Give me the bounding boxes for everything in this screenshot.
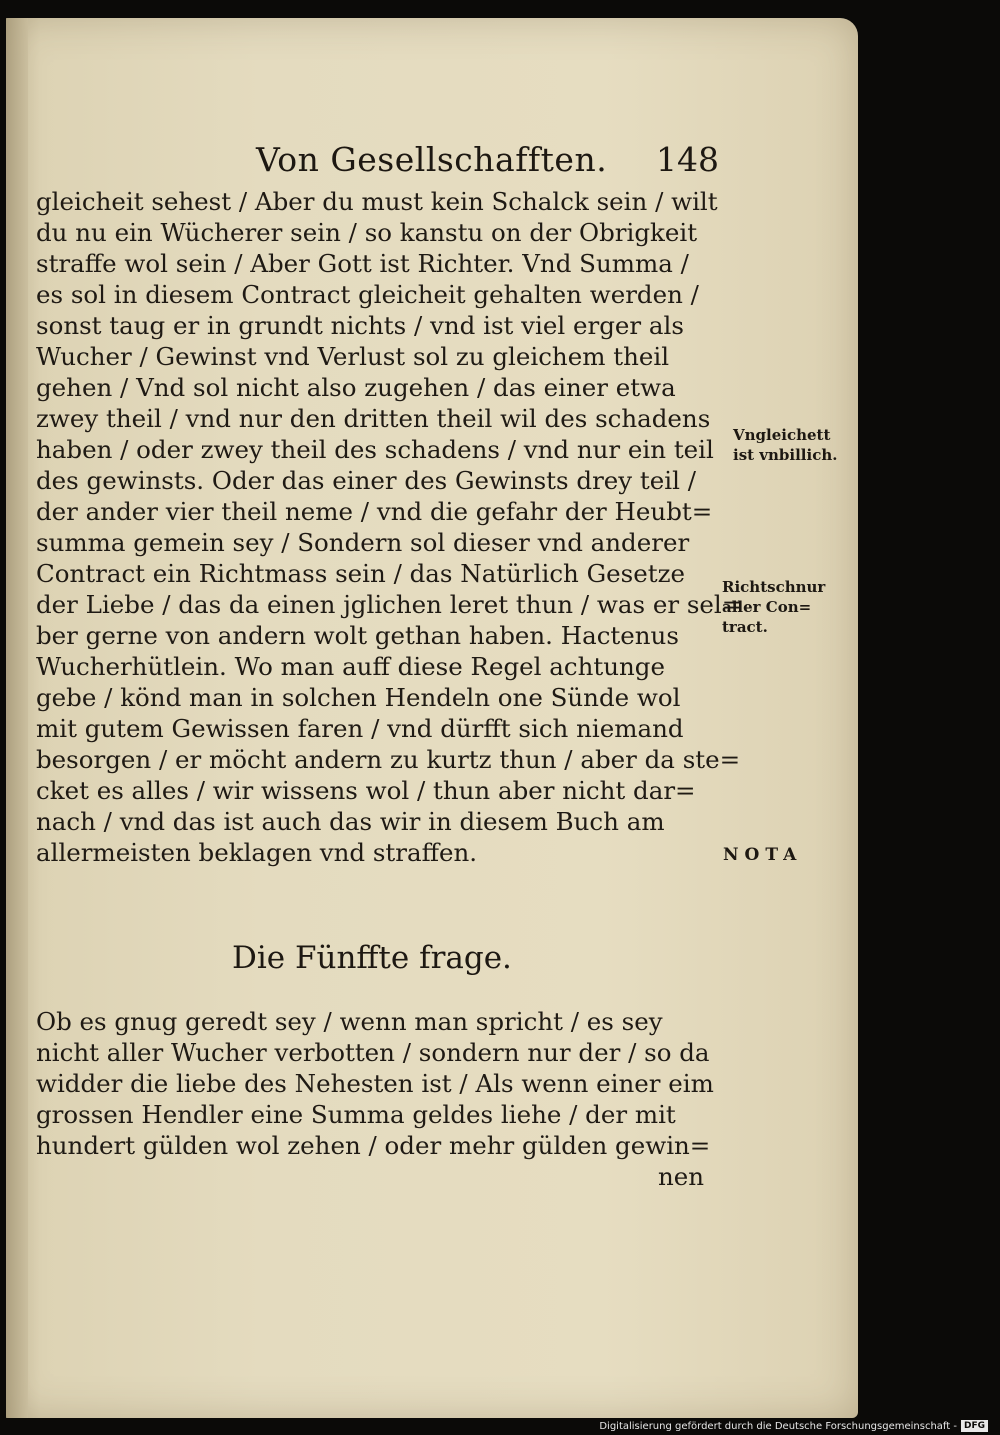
text-line: allermeisten beklagen vnd straffen. xyxy=(36,838,478,867)
text-line: haben / oder zwey theil des schadens / vnd nur ein teil xyxy=(36,435,714,464)
text-line: besorgen / er möcht andern zu kurtz thun / aber da ste= xyxy=(36,745,741,774)
marginal-note-line: Vngleichett xyxy=(733,426,831,444)
marginal-note-line: tract. xyxy=(722,618,768,636)
marginal-note-line: aller Con= xyxy=(722,598,812,616)
text-line: Ob es gnug geredt sey / wenn man spricht / es sey xyxy=(36,1007,663,1036)
running-head: Von Gesellschafften. xyxy=(256,140,608,179)
marginal-note-inequality xyxy=(733,425,837,465)
body-text-block xyxy=(36,186,743,868)
marginal-note-nota xyxy=(723,845,802,865)
funding-footer xyxy=(599,1418,988,1435)
text-line: grossen Hendler eine Summa geldes liehe / der mit xyxy=(36,1100,676,1129)
marginal-note-guideline xyxy=(722,577,825,637)
text-line: Contract ein Richtmass sein / das Natürlich Gesetze xyxy=(36,559,685,588)
text-line: cket es alles / wir wissens wol / thun aber nicht dar= xyxy=(36,776,696,805)
text-line: summa gemein sey / Sondern sol dieser vnd anderer xyxy=(36,528,690,557)
funding-text: Digitalisierung gefördert durch die Deutsche Forschungsgemeinschaft - xyxy=(599,1421,957,1432)
text-line: widder die liebe des Nehesten ist / Als wenn einer eim xyxy=(36,1069,714,1098)
marginal-note-line: NOTA xyxy=(723,845,803,865)
text-line: mit gutem Gewissen faren / vnd dürfft sich niemand xyxy=(36,714,684,743)
dfg-logo: DFG xyxy=(961,1420,988,1432)
catchword: nen xyxy=(658,1162,705,1191)
text-line: der Liebe / das da einen jglichen leret thun / was er sel= xyxy=(36,590,743,619)
text-line: Wucherhütlein. Wo man auff diese Regel achtunge xyxy=(36,652,665,681)
text-line: nicht aller Wucher verbotten / sondern nur der / so da xyxy=(36,1038,710,1067)
text-line: ber gerne von andern wolt gethan haben. Hactenus xyxy=(36,621,679,650)
text-line: Wucher / Gewinst vnd Verlust sol zu gleichem theil xyxy=(36,342,670,371)
text-line: gehen / Vnd sol nicht also zugehen / das einer etwa xyxy=(36,373,676,402)
marginal-note-line: Richtschnur xyxy=(722,578,826,596)
text-line: der ander vier theil neme / vnd die gefahr der Heubt= xyxy=(36,497,713,526)
text-line: zwey theil / vnd nur den dritten theil wil des schadens xyxy=(36,404,711,433)
text-line: gleicheit sehest / Aber du must kein Schalck sein / wilt xyxy=(36,187,718,216)
text-line: des gewinsts. Oder das einer des Gewinsts drey teil / xyxy=(36,466,696,495)
text-line: es sol in diesem Contract gleicheit gehalten werden / xyxy=(36,280,699,309)
text-line: straffe wol sein / Aber Gott ist Richter. Vnd Summa / xyxy=(36,249,689,278)
section-heading: Die Fünffte frage. xyxy=(232,940,512,976)
text-line: gebe / könd man in solchen Hendeln one Sünde wol xyxy=(36,683,681,712)
page-gutter-edge xyxy=(6,18,28,1418)
page-number: 148 xyxy=(656,140,719,179)
body-text-block-2 xyxy=(36,1006,736,1192)
text-line: sonst taug er in grundt nichts / vnd ist viel erger als xyxy=(36,311,684,340)
text-line: du nu ein Wücherer sein / so kanstu on der Obrigkeit xyxy=(36,218,698,247)
text-line: nach / vnd das ist auch das wir in diesem Buch am xyxy=(36,807,665,836)
marginal-note-line: ist vnbillich. xyxy=(733,446,838,464)
text-line: hundert gülden wol zehen / oder mehr gülden gewin= xyxy=(36,1131,711,1160)
